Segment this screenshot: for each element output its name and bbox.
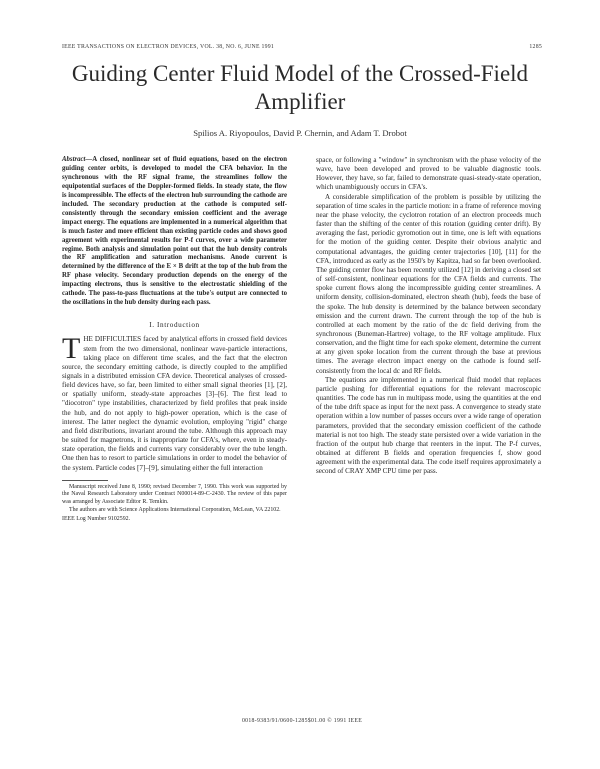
introduction-paragraph [62,332,287,472]
introduction-text: HE DIFFICULTIES faced by analytical efforts in crossed field devices stem from the two dimensional, nonlinear wave-particle interactions, taking place on different time scales, and the fact that the electron source, the secondary emitting cathode, is directly coupled to the amplified signals in a distributed emission CFA device. Theoretical analyses of crossed-field devices have, so far, been limited to either small signal theories [1], [2], or spatially uniform, steady-state approaches [3]–[6]. The first lead to "diocotron" type instabilities, characterized by field profiles that peak inside the hub, and do not apply to high-power operation, which is the case of interest. The latter neglect the dynamic evolution, employing "rigid" charge and field distributions, invariant around the tube. Although this approach may be suited for magnetrons, it is inappropriate for CFA's, where, even in steady-state operation, the fields and currents vary considerably over the tube length. One then has to resort to particle simulations in order to model the behavior of the system. Particle codes [7]–[9], simulating either the full interaction [62,335,287,472]
dropcap-letter: T [62,332,81,366]
author-list: Spilios A. Riyopoulos, David P. Chernin, and Adam T. Drobot [193,128,407,138]
abstract-text: —A closed, nonlinear set of fluid equations, based on the electron guiding center orbits, is developed to model the CFA behavior. In the synchronous with the RF signal frame, the streamlines follow the equipotential surfaces of the Doppler-formed fields. In steady state, the flow is incompressible. The effects of the electron hub surrounding the cathode are included. The secondary production at the cathode is computed self-consistently through the secondary emission coefficient and the average impact energy. The equations are implemented in a numerical algorithm that is much faster and more efficient than existing particle codes and shows good agreement with experimental results for P-f curves, over a wide parameter regime. Both analysis and simulation point out that the hub density controls the RF amplification and saturation mechanisms. Anode current is determined by the difference of the E × B drift at the top of the hub from the RF phase velocity. Secondary production depends on the energy of the impacting electrons, thus is sensitive to the electrostatic shielding of the cathode. The pass-to-pass fluctuations at the tube's output are connected to the oscillations in the hub density during each pass. [62,156,287,307]
abstract [62,156,287,308]
right-paragraph-1: space, or following a "window" in synchronism with the phase velocity of the wave, have been developed and proved to be valuable diagnostic tools. However, they have, so far, failed to demonstrate quasi-steady-state operation, which unambiguously occurs in CFA's. [316,156,541,192]
footnotes [62,484,287,524]
section-heading-introduction: I. Introduction [149,321,200,330]
left-column [62,156,287,524]
journal-header: IEEE TRANSACTIONS ON ELECTRON DEVICES, VOL. 38, NO. 6, JUNE 1991 [62,44,275,50]
right-column [316,156,541,476]
right-paragraph-3: The equations are implemented in a numerical fluid model that replaces particle pushing for differential equations for the relevant macroscopic quantities. The code has run in multipass mode, using the quantities at the end of the tube drift space as input for the next pass. A convergence to steady state operation within a low number of passes occurs over a wide range of operation parameters, provided that the secondary emission coefficient of the cathode material is not too high. The steady state persisted over a wide variation in the fraction of the output hub charge that reenters in the input. The P-f curves, obtained at different B fields and operation frequencies f, show good agreement with the experimental data. The code itself requires approximately a second of CRAY XMP CPU time per pass. [316,375,541,476]
running-head [62,44,542,50]
footnote-divider [62,480,108,481]
abstract-lead: Abstract [62,156,86,163]
page-number: 1285 [529,44,542,50]
footnote-affiliation: The authors are with Science Applications International Corporation, McLean, VA 22102. [69,507,281,514]
right-paragraph-2: A considerable simplification of the problem is possible by utilizing the separation of time scales in the particle motion: in a frame of reference moving near the phase velocity, the cyclotron rotation of an electron proceeds much faster than the shifting of the center of this rotation (guiding center drift). By averaging the fast, periodic gyromotion out in time, one is left with equations for the motion of the guiding center. Despite their obvious analytic and computational advantages, the guiding center trajectories [10], [11] for the CFA, introduced as early as the 1950's by Kapitza, had so far been overlooked. The guiding center flow has been recently utilized [12] in deriving a closed set of self-consistent, nonlinear equations for the CFA fields and currents. The spoke current flows along the incompressible guiding center streamlines. A uniform density, collision-dominated, electron sheath (hub), feeds the base of the spoke. The hub density is determined by the balance between secondary emission and the current drawn. The current through the top of the hub is controlled at each moment by the ratio of the dc field deriving from the synchronous (Buneman-Hartree) voltage, to the RF voltage amplitude. Flux conservation, and the flight time for each spoke element, determine the current at any given spoke location from the current through the base at previous times. The average electron impact energy on the cathode is found self-consistently from the local dc and RF fields. [316,192,541,375]
footnote-manuscript: Manuscript received June 8, 1990; revised December 7, 1990. This work was supported by the Naval Research Laboratory under Contract N00014-89-C-2430. The review of this paper was arranged by Associate Editor R. Temkin. [62,483,287,505]
paper-title: Guiding Center Fluid Model of the Crossed-Field Amplifier [71,61,529,114]
footnote-log-number: IEEE Log Number 9102592. [62,515,131,522]
copyright-line: 0018-9383/91/0600-1285$01.00 © 1991 IEEE [241,718,363,724]
